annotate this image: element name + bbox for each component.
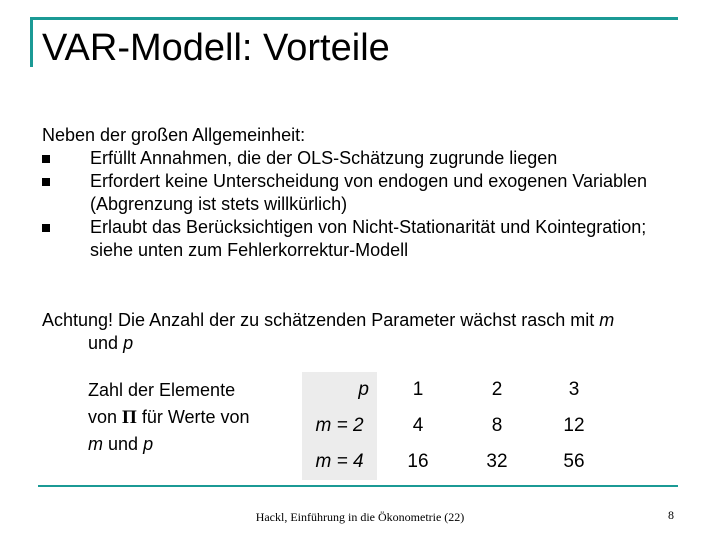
table-row [302,444,613,480]
square-bullet-icon [42,178,50,186]
footer-citation: Hackl, Einführung in die Ökonometrie (22) [255,510,465,524]
caption-text: für Werte von [141,407,250,427]
square-bullet-icon [42,224,50,232]
intro-text: Neben der großen Allgemeinheit: [42,125,306,145]
table-header-row [302,372,613,408]
caption-text: von [88,407,118,427]
variable-p: p [143,434,154,454]
header-label-p: p [302,372,377,408]
warning-line-1 [42,309,614,332]
page-number: 8 [668,508,674,522]
square-bullet-icon [42,155,50,163]
caption-line-3 [88,431,288,458]
pi-symbol: Π [122,407,137,428]
caption-text: und [108,434,139,454]
variable-p: p [123,333,134,353]
warning-connector: und [88,333,119,353]
caption-line-1: Zahl der Elemente [88,380,236,400]
bullet-text: Erlaubt das Berücksichtigen von Nicht-Stationarität und Kointegration; siehe unten zum Fehlerkorrektur-Modell [90,217,647,260]
footer-rule [38,485,678,487]
title-rule-top [30,17,678,20]
header-cell: 3 [568,379,580,400]
table-cell: 12 [563,415,585,436]
table-cell: 56 [563,451,585,472]
caption-line-2 [88,404,288,431]
variable-m: m [599,310,615,330]
slide-title: VAR-Modell: Vorteile [42,27,390,69]
parameter-count-table [302,372,613,480]
table-cell: 8 [491,415,503,436]
table-cell: 4 [412,415,424,436]
warning-line-2 [88,332,133,355]
warning-text: Achtung! Die Anzahl der zu schätzenden Parameter wächst rasch mit [42,310,595,330]
table-cell: 32 [486,451,508,472]
table-row [302,408,613,444]
row-label: m = 2 [302,408,377,444]
header-cell: 2 [491,379,503,400]
bullet-text: Erfordert keine Unterscheidung von endogen und exogenen Variablen (Abgrenzung ist stets willkürlich) [90,171,648,214]
table-caption [88,377,288,458]
title-rule-left [30,17,33,67]
table-cell: 16 [407,451,429,472]
row-label: m = 4 [302,444,377,480]
bullet-text: Erfüllt Annahmen, die der OLS-Schätzung zugrunde liegen [90,148,558,168]
header-cell: 1 [412,379,424,400]
variable-m: m [88,434,103,454]
